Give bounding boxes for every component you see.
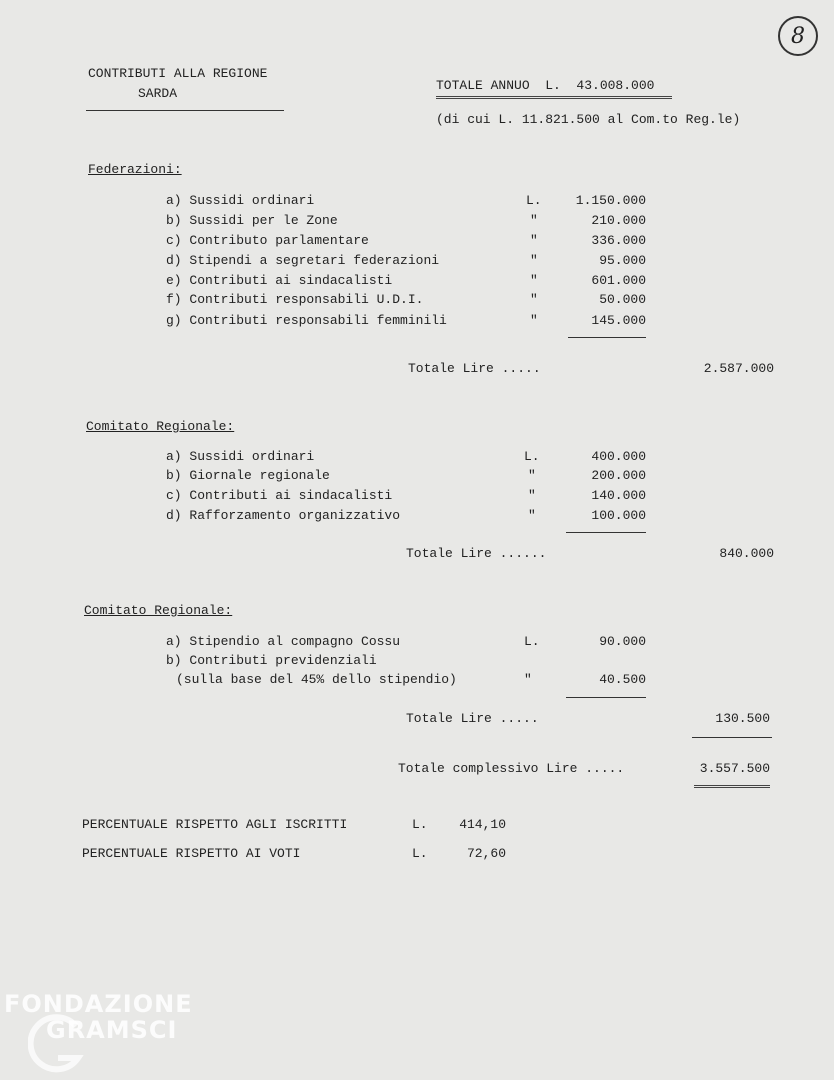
percentuale-voti-unit: L.	[412, 846, 428, 861]
comitato-regionale-2-sum-line	[566, 697, 646, 698]
list-item: a) Sussidi ordinari	[166, 193, 315, 208]
federazioni-total-label: Totale Lire .....	[408, 361, 541, 376]
title-line-1: CONTRIBUTI ALLA REGIONE	[88, 66, 268, 81]
list-item-amount: 210.000	[591, 213, 646, 228]
list-item: b) Sussidi per le Zone	[166, 213, 338, 228]
list-item-unit: "	[530, 233, 538, 248]
comitato-regionale-sum-line	[566, 532, 646, 533]
list-item: b) Giornale regionale	[166, 468, 330, 483]
comitato-regionale-total: 840.000	[719, 546, 774, 561]
title-underline	[86, 110, 284, 111]
list-item-unit: "	[530, 273, 538, 288]
di-cui-note: (di cui L. 11.821.500 al Com.to Reg.le)	[436, 112, 741, 127]
list-item: f) Contributi responsabili U.D.I.	[166, 292, 424, 307]
comitato-regionale-heading: Comitato Regionale:	[86, 419, 235, 434]
list-item: e) Contributi ai sindacalisti	[166, 273, 393, 288]
list-item-unit: "	[528, 508, 536, 523]
list-item-amount: 50.000	[599, 292, 646, 307]
percentuale-iscritti-unit: L.	[412, 817, 428, 832]
list-item: b) Contributi previdenziali	[166, 653, 377, 668]
list-item-amount: 140.000	[591, 488, 646, 503]
list-item: c) Contributo parlamentare	[166, 233, 369, 248]
list-item-note: (sulla base del 45% dello stipendio)	[176, 672, 457, 687]
federazioni-total: 2.587.000	[703, 361, 774, 376]
percentuale-iscritti-label: PERCENTUALE RISPETTO AGLI ISCRITTI	[82, 817, 348, 832]
percentuale-voti-label: PERCENTUALE RISPETTO AI VOTI	[82, 846, 301, 861]
grand-total-double-line	[694, 785, 770, 788]
list-item-amount: 145.000	[591, 313, 646, 328]
list-item-amount: 40.500	[599, 672, 646, 687]
comitato-regionale-2-total-label: Totale Lire .....	[406, 711, 539, 726]
list-item: a) Sussidi ordinari	[166, 449, 315, 464]
list-item-unit: "	[530, 253, 538, 268]
list-item-amount: 95.000	[599, 253, 646, 268]
list-item-unit: "	[528, 488, 536, 503]
list-item-unit: "	[530, 292, 538, 307]
list-item: g) Contributi responsabili femminili	[166, 313, 447, 328]
grand-total-value: 3.557.500	[699, 761, 770, 776]
list-item: d) Stipendi a segretari federazioni	[166, 253, 440, 268]
percentuale-iscritti-value: 414,10	[459, 817, 506, 832]
list-item-amount: 1.150.000	[575, 193, 646, 208]
list-item-unit: L.	[524, 634, 540, 649]
list-item-unit: "	[530, 213, 538, 228]
list-item: d) Rafforzamento organizzativo	[166, 508, 401, 523]
grand-total-label: Totale complessivo Lire .....	[398, 761, 625, 776]
totale-annuo: TOTALE ANNUO L. 43.008.000	[436, 78, 655, 93]
comitato-regionale-total-label: Totale Lire ......	[406, 546, 547, 561]
list-item-amount: 336.000	[591, 233, 646, 248]
list-item-unit: "	[530, 313, 538, 328]
list-item-amount: 200.000	[591, 468, 646, 483]
list-item-amount: 100.000	[591, 508, 646, 523]
list-item-amount: 90.000	[599, 634, 646, 649]
list-item-amount: 400.000	[591, 449, 646, 464]
list-item-unit: L.	[526, 193, 542, 208]
watermark-g-logo-icon	[28, 1012, 88, 1076]
comitato-regionale-2-total: 130.500	[715, 711, 770, 726]
title-line-2: SARDA	[138, 86, 178, 101]
federazioni-heading: Federazioni:	[88, 162, 182, 177]
percentuale-voti-value: 72,60	[466, 846, 506, 861]
list-item-unit: "	[528, 468, 536, 483]
comitato-regionale-2-heading: Comitato Regionale:	[84, 603, 233, 618]
federazioni-sum-line	[568, 337, 646, 338]
list-item-unit: "	[524, 672, 532, 687]
watermark-line-2: GRAMSCI	[46, 1016, 178, 1044]
watermark-line-1: FONDAZIONE	[4, 990, 193, 1018]
list-item: a) Stipendio al compagno Cossu	[166, 634, 401, 649]
page-number: 8	[778, 16, 818, 56]
list-item: c) Contributi ai sindacalisti	[166, 488, 393, 503]
comitato-regionale-2-total-line	[692, 737, 772, 738]
list-item-unit: L.	[524, 449, 540, 464]
totale-annuo-double-underline	[436, 96, 672, 99]
bleed-through-text	[470, 0, 550, 1080]
list-item-amount: 601.000	[591, 273, 646, 288]
